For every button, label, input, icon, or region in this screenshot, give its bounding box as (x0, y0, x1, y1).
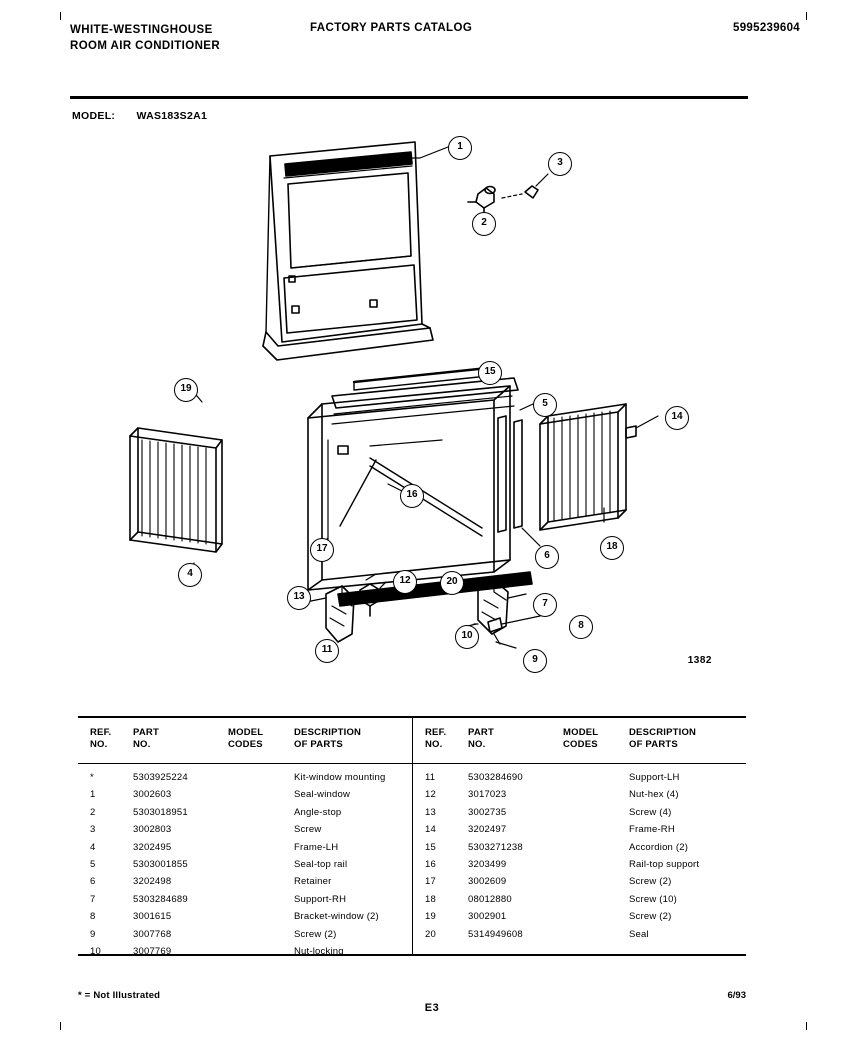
cell-part: 5303271238 (468, 841, 523, 853)
exploded-view-diagram (70, 128, 770, 688)
cell-desc: Screw (294, 824, 322, 836)
model-value: WAS183S2A1 (136, 110, 208, 122)
crop-mark-bottom-right (806, 1022, 807, 1030)
table-row (78, 859, 412, 876)
parts-table (78, 716, 746, 956)
column-header-part-no (133, 727, 213, 751)
column-header-part-line1-right: PART (468, 727, 494, 738)
cell-part: 5314949608 (468, 928, 523, 940)
cell-ref: 16 (425, 858, 436, 870)
cell-desc: Frame-LH (294, 841, 339, 853)
crop-mark-bottom-left (60, 1022, 61, 1030)
callout-14: 14 (665, 406, 689, 430)
column-header-desc-line1: DESCRIPTION (294, 727, 362, 738)
cell-part: 3002901 (468, 911, 507, 923)
callout-15: 15 (478, 361, 502, 385)
callout-7: 7 (533, 593, 557, 617)
cell-ref: 5 (90, 858, 96, 870)
cell-desc: Support-RH (294, 893, 347, 905)
column-header-code-line1: MODEL (228, 727, 264, 738)
cell-ref: 14 (425, 824, 436, 836)
cell-part: 3001615 (133, 911, 172, 923)
diagram-svg (70, 128, 770, 688)
column-header-part-line2-right: NO. (468, 739, 486, 750)
cell-part: 5303001855 (133, 858, 188, 870)
table-row (78, 911, 412, 928)
column-header-ref-line2: NO. (90, 739, 108, 750)
callout-3: 3 (548, 152, 572, 176)
column-header-description (294, 727, 404, 751)
not-illustrated-note: * = Not Illustrated (78, 990, 161, 1001)
cell-ref: 20 (425, 928, 436, 940)
crop-mark-top-left (60, 12, 61, 20)
cell-ref: 10 (90, 945, 101, 957)
column-header-code-line2-right: CODES (563, 739, 598, 750)
header-rule (70, 96, 748, 99)
column-header-code-line1-right: MODEL (563, 727, 599, 738)
table-row (78, 807, 412, 824)
cell-desc: Angle-stop (294, 806, 342, 818)
cell-desc: Accordion (2) (629, 841, 689, 853)
callout-1: 1 (448, 136, 472, 160)
callout-20: 20 (440, 571, 464, 595)
table-row (78, 876, 412, 893)
callout-18: 18 (600, 536, 624, 560)
cell-part: 5303018951 (133, 806, 188, 818)
table-row (78, 789, 412, 806)
cell-desc: Screw (4) (629, 806, 672, 818)
cell-desc: Kit-window mounting (294, 772, 386, 783)
revision-date: 6/93 (727, 990, 746, 1001)
cell-part: 5303925224 (133, 772, 188, 783)
cell-desc: Retainer (294, 876, 332, 888)
column-header-part-no-right (468, 727, 548, 751)
cell-part: 08012880 (468, 893, 512, 905)
column-header-desc-line2: OF PARTS (294, 739, 343, 750)
cell-part: 3202495 (133, 841, 172, 853)
cell-part: 3007768 (133, 928, 172, 940)
cell-desc: Nut-locking (294, 945, 344, 957)
column-header-desc-line1-right: DESCRIPTION (629, 727, 697, 738)
cell-ref: 3 (90, 824, 96, 836)
cell-ref: 18 (425, 893, 436, 905)
callout-8: 8 (569, 615, 593, 639)
parts-table-left (78, 716, 412, 956)
column-header-model-codes-right (563, 727, 623, 751)
cell-ref: 6 (90, 876, 96, 888)
cell-part: 3002803 (133, 824, 172, 836)
catalog-title: FACTORY PARTS CATALOG (310, 22, 473, 34)
brand-block (70, 22, 220, 54)
table-row (413, 789, 747, 806)
cell-part: 3002609 (468, 876, 507, 888)
brand-line-2: ROOM AIR CONDITIONER (70, 40, 221, 52)
table-row (413, 772, 747, 789)
brand-line-1: WHITE-WESTINGHOUSE (70, 24, 213, 36)
cell-desc: Seal-window (294, 789, 351, 801)
cell-part: 5303284690 (468, 772, 523, 783)
parts-table-right (413, 716, 747, 956)
callout-11: 11 (315, 639, 339, 663)
cell-ref: 8 (90, 911, 96, 923)
cell-part: 3017023 (468, 789, 507, 801)
cell-desc: Rail-top support (629, 858, 700, 870)
cell-desc: Seal (629, 928, 649, 940)
cell-ref: 19 (425, 911, 436, 923)
parts-rows-right (413, 772, 747, 946)
callout-19: 19 (174, 378, 198, 402)
cell-desc: Screw (2) (629, 876, 672, 888)
callout-12: 12 (393, 570, 417, 594)
cell-desc: Nut-hex (4) (629, 789, 679, 801)
callout-2: 2 (472, 212, 496, 236)
cell-desc: Frame-RH (629, 824, 675, 836)
column-header-code-line2: CODES (228, 739, 263, 750)
table-row (78, 894, 412, 911)
column-header-description-right (629, 727, 739, 751)
crop-mark-top-right (806, 12, 807, 20)
table-row (413, 807, 747, 824)
cell-part: 3202497 (468, 824, 507, 836)
column-header-model-codes (228, 727, 288, 751)
page-number: E3 (424, 1002, 440, 1014)
cell-desc: Support-LH (629, 772, 680, 783)
column-header-desc-line2-right: OF PARTS (629, 739, 678, 750)
cell-ref: 1 (90, 789, 96, 801)
cell-ref: 13 (425, 806, 436, 818)
cell-ref: 7 (90, 893, 96, 905)
column-header-ref-line2-right: NO. (425, 739, 443, 750)
table-row (78, 842, 412, 859)
figure-number: 1382 (687, 655, 712, 666)
cell-ref: 12 (425, 789, 436, 801)
cell-ref: 9 (90, 928, 96, 940)
table-row (413, 859, 747, 876)
column-header-ref-line1-right: REF. (425, 727, 447, 738)
table-row (413, 842, 747, 859)
cell-part: 3202498 (133, 876, 172, 888)
callout-6: 6 (535, 545, 559, 569)
model-row (72, 110, 207, 122)
cell-desc: Screw (2) (294, 928, 337, 940)
page-header (70, 22, 800, 66)
callout-17: 17 (310, 538, 334, 562)
cell-ref: * (90, 772, 94, 783)
cell-desc: Screw (2) (629, 911, 672, 923)
parts-rows-left (78, 772, 412, 963)
model-label: MODEL: (72, 110, 116, 122)
cell-ref: 11 (425, 772, 436, 783)
cell-desc: Seal-top rail (294, 858, 348, 870)
catalog-number: 5995239604 (733, 22, 800, 34)
column-header-part-line2: NO. (133, 739, 151, 750)
cell-ref: 4 (90, 841, 96, 853)
table-row (413, 824, 747, 841)
table-row (78, 929, 412, 946)
cell-ref: 2 (90, 806, 96, 818)
callout-9: 9 (523, 649, 547, 673)
table-row (413, 911, 747, 928)
cell-ref: 15 (425, 841, 436, 853)
table-row (413, 929, 747, 946)
callout-10: 10 (455, 625, 479, 649)
callout-4: 4 (178, 563, 202, 587)
callout-13: 13 (287, 586, 311, 610)
cell-part: 3203499 (468, 858, 507, 870)
column-header-ref-line1: REF. (90, 727, 112, 738)
table-row (78, 772, 412, 789)
column-header-part-line1: PART (133, 727, 159, 738)
table-row (413, 894, 747, 911)
cell-desc: Bracket-window (2) (294, 911, 379, 923)
callout-5: 5 (533, 393, 557, 417)
table-row (78, 824, 412, 841)
table-row (78, 946, 412, 963)
cell-part: 3007769 (133, 945, 172, 957)
cell-ref: 17 (425, 876, 436, 888)
cell-part: 3002603 (133, 789, 172, 801)
cell-part: 5303284689 (133, 893, 188, 905)
callout-16: 16 (400, 484, 424, 508)
table-row (413, 876, 747, 893)
cell-part: 3002735 (468, 806, 507, 818)
cell-desc: Screw (10) (629, 893, 677, 905)
